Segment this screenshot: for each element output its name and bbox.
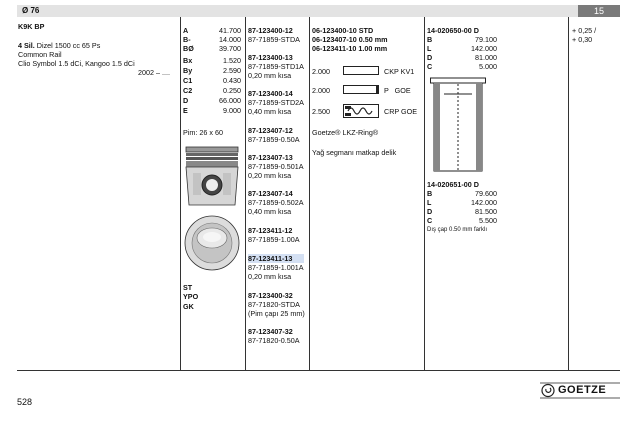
- column-divider: [245, 17, 246, 370]
- dim-row: By 2.590: [183, 66, 241, 75]
- piston-entry: 87-123411-13 87-71859-1.001A 0,20 mm kısa: [248, 254, 304, 281]
- oversize-values: + 0,25 / + 0,30: [572, 26, 597, 44]
- ring-codes: 06-123400-10 STD 06-123407-10 0.50 mm 06-123411-10 1.00 mm: [312, 26, 388, 53]
- ring-compression-icon: [343, 66, 379, 75]
- page-badge: 15: [578, 5, 620, 17]
- engine-line3: Clio Symbol 1.5 dCi, Kangoo 1.5 dCi: [18, 59, 135, 68]
- ring-width: 2.500: [312, 107, 330, 116]
- cylinders: 4 Sil.: [18, 41, 35, 50]
- column-divider: [180, 17, 181, 370]
- dim-row: B- 14.000: [183, 35, 241, 44]
- liner-dims: B 79.600 L 142.000 D 81.500 C 5.500: [427, 189, 497, 225]
- ring-scraper-icon: [343, 85, 379, 94]
- ring-label: P GOE: [384, 86, 411, 95]
- piston-top-icon: [183, 213, 241, 273]
- bore-diameter: Ø 76: [22, 6, 40, 15]
- column-divider: [568, 17, 569, 370]
- goetze-logo-text: GOETZE: [558, 384, 607, 396]
- dim-row: BØ 39.700: [183, 44, 241, 53]
- label-st: ST: [183, 283, 193, 292]
- piston-entry: 87-123407-12 87-71859-0.50A: [248, 126, 300, 144]
- engine-code: K9K BP: [18, 22, 45, 31]
- page-number: 528: [17, 397, 33, 407]
- engine-spec: Dizel 1500 cc 65 Ps: [36, 41, 101, 50]
- dim-row: E 9.000: [183, 106, 241, 115]
- table-header: [17, 5, 620, 17]
- cylinder-liner-icon: [430, 74, 486, 174]
- liner-code: 14-020651-00 D: [427, 180, 479, 189]
- liner-code: 14-020650-00 D: [427, 26, 479, 35]
- column-divider: [424, 17, 425, 370]
- ring-label: CKP KV1: [384, 67, 415, 76]
- ring-width: 2.000: [312, 86, 330, 95]
- piston-entry: 87-123411-12 87-71859-1.00A: [248, 226, 300, 244]
- engine-line1: [18, 41, 100, 50]
- piston-side-icon: [183, 145, 241, 209]
- piston-entry: 87-123400-13 87-71859-STD1A 0,20 mm kısa: [248, 53, 304, 80]
- dim-row: D 66.000: [183, 96, 241, 105]
- ring-width: 2.000: [312, 67, 330, 76]
- piston-entry: 87-123407-32 87-71820-0.50A: [248, 327, 300, 345]
- label-gk: GK: [183, 302, 194, 311]
- pin-size: Pim: 26 x 60: [183, 128, 223, 137]
- piston-entry: 87-123407-13 87-71859-0.501A 0,20 mm kısa: [248, 153, 304, 180]
- dim-row: C1 0.430: [183, 76, 241, 85]
- engine-years: 2002 – ....: [138, 68, 170, 77]
- ring-label: CRP GOE: [384, 107, 418, 116]
- engine-line2: Common Rail: [18, 50, 62, 59]
- liner-dims: B 79.100 L 142.000 D 81.000 C 5.000: [427, 35, 497, 71]
- dim-row: Bx 1.520: [183, 56, 241, 65]
- table-bottom-rule: [17, 370, 620, 371]
- column-divider: [309, 17, 310, 370]
- piston-entry: 87-123400-32 87-71820-STDA (Pim çapı 25 mm): [248, 291, 305, 318]
- piston-entry: 87-123400-14 87-71859-STD2A 0,40 mm kısa: [248, 89, 304, 116]
- dim-row: A 41.700: [183, 26, 241, 35]
- label-ypo: YPO: [183, 292, 199, 301]
- piston-entry: 87-123407-14 87-71859-0.502A 0,40 mm kısa: [248, 189, 304, 216]
- liner-note: Dış çap 0.50 mm farklı: [427, 227, 488, 233]
- ring-oil-icon: [343, 104, 379, 118]
- ring-note: Yağ segmanı matkap delik: [312, 148, 397, 157]
- piston-entry: 87-123400-12 87-71859-STDA: [248, 26, 300, 44]
- ring-brand: Goetze® LKZ-Ring®: [312, 128, 379, 137]
- dim-row: C2 0.250: [183, 86, 241, 95]
